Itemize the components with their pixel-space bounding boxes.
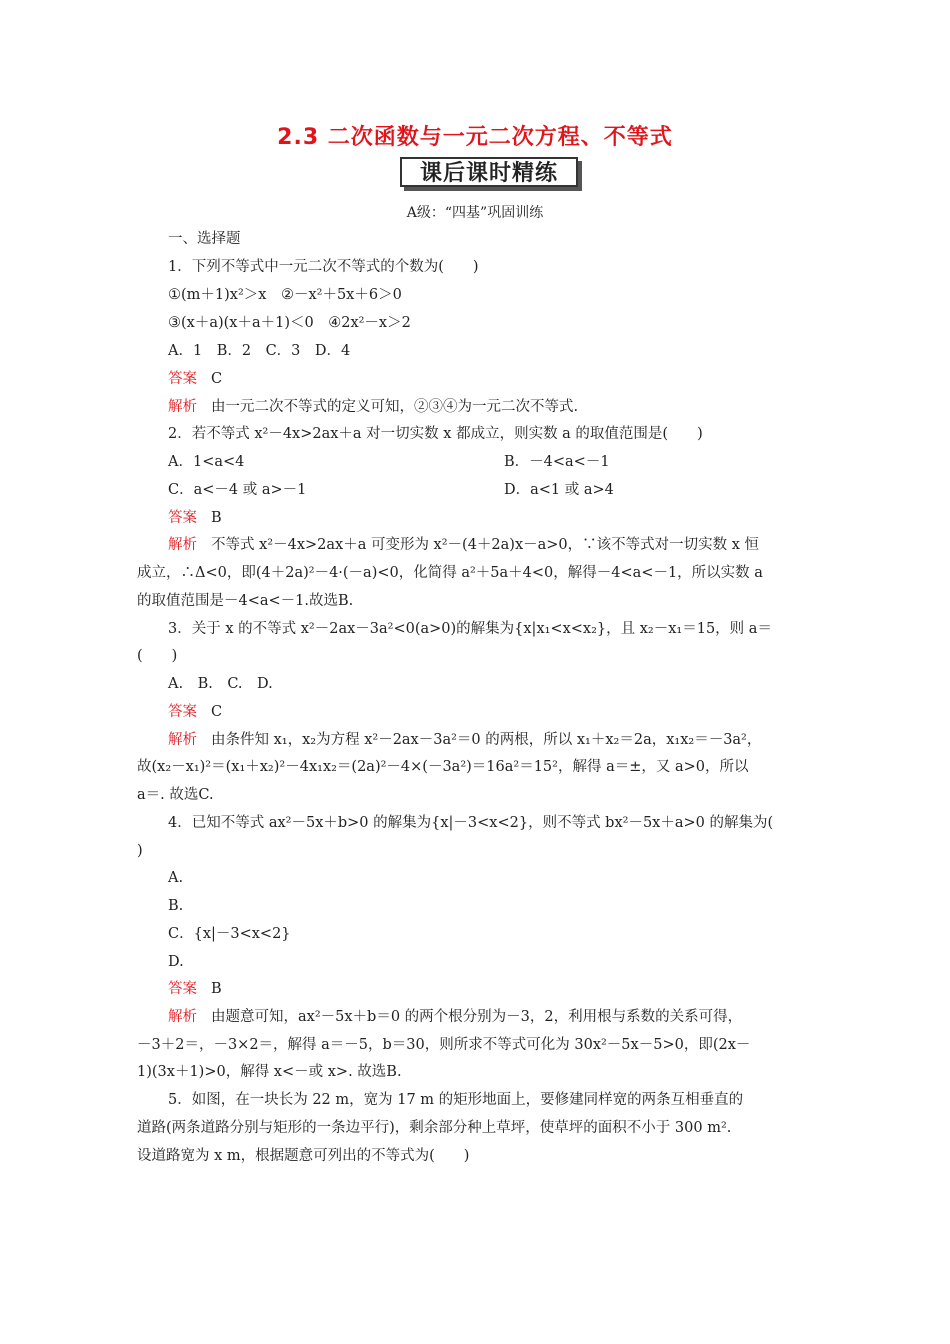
section-heading: 一、选择题	[168, 231, 241, 247]
q2-option-d: D．a<1 或 a>4	[504, 482, 614, 498]
q4-analysis-2: －3＋2＝，－3×2＝，解得 a＝－5，b＝30，则所求不等式可化为 30x²－5x－5>0，即(2x－	[137, 1037, 751, 1053]
q4-answer: B	[211, 981, 222, 997]
q3-analysis-2: 故(x₂－x₁)²＝(x₁＋x₂)²－4x₁x₂＝(2a)²－4×(－3a²)＝16a²＝15²，解得 a＝±，又 a>0，所以	[137, 759, 749, 775]
q4-option-d: D.	[168, 954, 184, 970]
q4-analysis-1: 由题意可知，ax²－5x＋b＝0 的两个根分别为－3，2，利用根与系数的关系可得，	[211, 1009, 743, 1025]
analysis-label: 解析	[168, 1009, 197, 1025]
q3-answer: C	[211, 704, 223, 720]
answer-label: 答案	[168, 510, 197, 526]
q2-options-row1	[168, 452, 818, 472]
page-title: 2.3 二次函数与一元二次方程、不等式	[277, 125, 673, 150]
answer-label: 答案	[168, 704, 197, 720]
q3-stem-1: 3．关于 x 的不等式 x²－2ax－3a²<0(a>0)的解集为{x|x₁<x<x₂}，且 x₂－x₁＝15，则 a＝	[168, 621, 772, 637]
q5-line-2: 道路(两条道路分别与矩形的一条边平行)，剩余部分种上草坪，使草坪的面积不小于 300 m².	[137, 1120, 732, 1136]
q2-option-a: A．1<a<4	[168, 454, 245, 470]
q3-stem-2: ( )	[137, 648, 178, 664]
answer-label: 答案	[168, 371, 197, 387]
q5-line-3: 设道路宽为 x m，根据题意可列出的不等式为( )	[137, 1148, 470, 1164]
section-banner	[400, 157, 582, 191]
level-heading: A级：“四基”巩固训练	[406, 205, 544, 221]
q1-options: A．1 B．2 C．3 D．4	[168, 343, 351, 359]
q5-line-1: 5．如图，在一块长为 22 m，宽为 17 m 的矩形地面上，要修建同样宽的两条互相垂直的	[168, 1092, 744, 1108]
banner-text: 课后课时精练	[400, 157, 578, 187]
q3-options: A. B. C. D.	[168, 676, 273, 692]
q2-answer-row	[168, 508, 818, 528]
q1-analysis: 由一元二次不等式的定义可知，②③④为一元二次不等式.	[211, 399, 579, 415]
q2-answer: B	[211, 510, 222, 526]
q1-line2: ③(x＋a)(x＋a＋1)＜0 ④2x²－x＞2	[168, 315, 411, 331]
q2-analysis-1: 不等式 x²－4x>2ax＋a 可变形为 x²－(4＋2a)x－a>0，∵该不等式对一切实数 x 恒	[211, 537, 760, 553]
q1-answer: C	[211, 371, 223, 387]
q3-analysis-row	[168, 730, 818, 750]
q4-analysis-3: 1)(3x＋1)>0，解得 x<－或 x>. 故选B.	[137, 1064, 402, 1080]
q4-option-c: C．{x|－3<x<2}	[168, 926, 291, 942]
q4-stem-1: 4．已知不等式 ax²－5x＋b>0 的解集为{x|－3<x<2}，则不等式 bx²－5x＋a>0 的解集为(	[168, 815, 774, 831]
analysis-label: 解析	[168, 732, 197, 748]
analysis-label: 解析	[168, 399, 197, 415]
q2-analysis-row	[168, 535, 818, 555]
q3-answer-row	[168, 702, 818, 722]
q2-options-row2	[168, 480, 818, 500]
q4-option-b: B.	[168, 898, 184, 914]
q4-stem-2: )	[137, 843, 143, 859]
q1-analysis-row	[168, 397, 818, 417]
q4-option-a: A.	[168, 870, 184, 886]
q3-analysis-3: a＝. 故选C.	[137, 787, 214, 803]
q3-analysis-1: 由条件知 x₁，x₂为方程 x²－2ax－3a²＝0 的两根，所以 x₁＋x₂＝2a，x₁x₂＝－3a²，	[211, 732, 762, 748]
q1-stem: 1．下列不等式中一元二次不等式的个数为( )	[168, 259, 479, 275]
q2-option-b: B．－4<a<－1	[504, 454, 610, 470]
q4-answer-row	[168, 979, 818, 999]
q2-option-c: C．a<－4 或 a>－1	[168, 482, 307, 498]
q2-stem: 2．若不等式 x²－4x>2ax＋a 对一切实数 x 都成立，则实数 a 的取值范围是( )	[168, 426, 703, 442]
q4-analysis-row	[168, 1007, 818, 1027]
answer-label: 答案	[168, 981, 197, 997]
q2-analysis-3: 的取值范围是－4<a<－1.故选B.	[137, 593, 354, 609]
analysis-label: 解析	[168, 537, 197, 553]
q1-line1: ①(m＋1)x²＞x ②－x²＋5x＋6＞0	[168, 287, 402, 303]
q2-analysis-2: 成立，∴Δ<0，即(4＋2a)²－4·(－a)<0，化简得 a²＋5a＋4<0，解得－4<a<－1，所以实数 a	[137, 565, 763, 581]
q1-answer-row	[168, 369, 818, 389]
